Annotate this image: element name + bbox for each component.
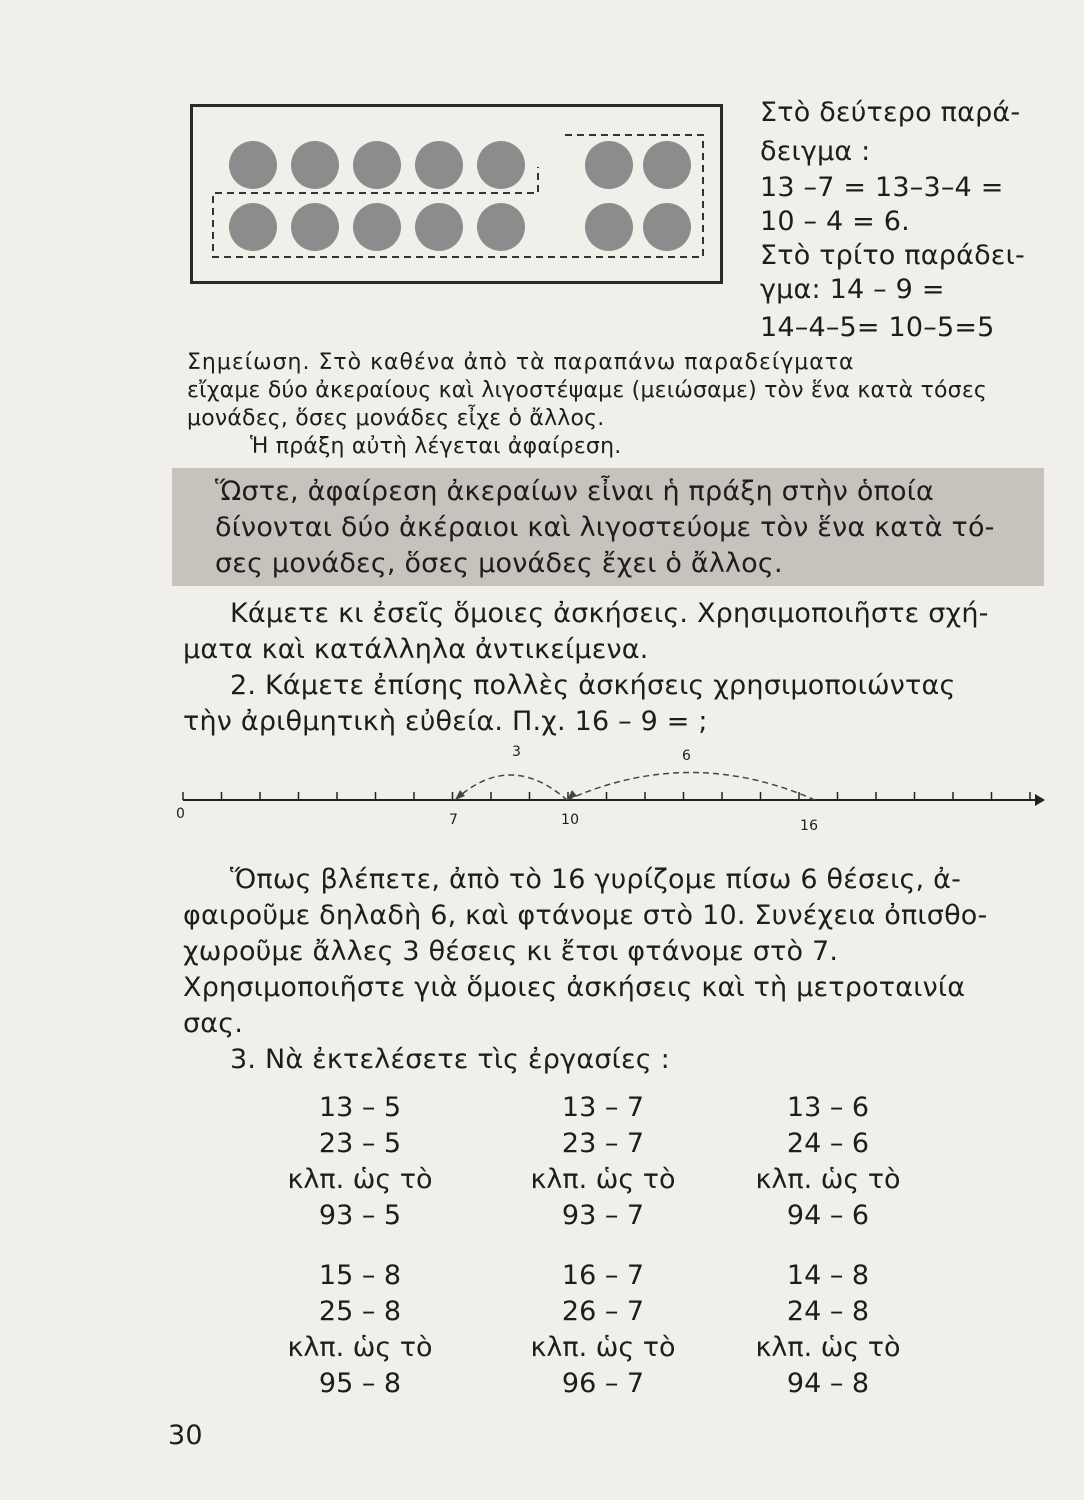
dot	[643, 141, 691, 189]
number-line	[175, 740, 1045, 840]
explanation-line: Χρησιμοποιῆστε γιὰ ὅμοιες ἀσκήσεις καὶ τὴ μετροταινία	[183, 972, 966, 1003]
exercise-item: κλπ. ὡς τὸ	[755, 1164, 901, 1195]
explanation-line: Ὅπως βλέπετε, ἀπὸ τὸ 16 γυρίζομε πίσω 6 θέσεις, ἀ-	[230, 864, 962, 895]
exercise-item: 93 – 5	[318, 1200, 402, 1231]
number-line-label: 7	[449, 812, 459, 828]
exercise-column-3	[718, 1090, 938, 1402]
dot	[477, 141, 525, 189]
number-line-label: 6	[682, 748, 692, 764]
exercise-item: 23 – 7	[561, 1128, 645, 1159]
side-text-line: Στὸ τρίτο παράδει-	[760, 240, 1025, 271]
number-line-label: 16	[800, 818, 819, 834]
dashed-groups	[193, 107, 720, 281]
exercise-item: 95 – 8	[318, 1368, 402, 1399]
dots-illustration	[190, 104, 723, 284]
side-text-line: δειγμα :	[760, 136, 871, 167]
exercise-column-2	[493, 1090, 713, 1402]
dot	[291, 203, 339, 251]
number-line-label: 3	[512, 744, 522, 760]
exercise-item: 93 – 7	[561, 1200, 645, 1231]
dot	[229, 141, 277, 189]
explanation-line: σας.	[183, 1008, 244, 1039]
dot	[229, 203, 277, 251]
number-line-label: 0	[176, 806, 186, 822]
side-text-line: Στὸ δεύτερο παρά-	[760, 97, 1021, 128]
exercise-item: 14 – 8	[786, 1260, 870, 1291]
exercise-line: τὴν ἀριθμητικὴ εὐθεία. Π.χ. 16 – 9 = ;	[183, 706, 708, 737]
note-line: Ἡ πράξη αὐτὴ λέγεται ἀφαίρεση.	[250, 434, 622, 459]
exercise-item: 13 – 5	[318, 1092, 402, 1123]
exercise-item: 96 – 7	[561, 1368, 645, 1399]
number-line-label: 10	[561, 812, 580, 828]
note-line: Σημείωση. Στὸ καθένα ἀπὸ τὰ παραπάνω παραδείγματα	[187, 350, 855, 375]
exercise-item: 13 – 6	[786, 1092, 870, 1123]
exercise-item: 15 – 8	[318, 1260, 402, 1291]
exercise-item: κλπ. ὡς τὸ	[287, 1332, 433, 1363]
exercise-item: 23 – 5	[318, 1128, 402, 1159]
explanation-line: φαιροῦμε δηλαδὴ 6, καὶ φτάνομε στὸ 10. Συνέχεια ὀπισθο-	[183, 900, 988, 931]
exercise-item: 25 – 8	[318, 1296, 402, 1327]
dot	[585, 141, 633, 189]
exercise-item: κλπ. ὡς τὸ	[287, 1164, 433, 1195]
note-line: εἴχαμε δύο ἀκεραίους καὶ λιγοστέψαμε (μειώσαμε) τὸν ἕνα κατὰ τόσες	[187, 378, 988, 403]
side-text-line: γμα: 14 – 9 =	[760, 274, 945, 305]
definition-line: δίνονται δύο ἀκέραιοι καὶ λιγοστεύομε τὸν ἕνα κατὰ τό-	[215, 512, 995, 543]
exercise-item: 24 – 8	[786, 1296, 870, 1327]
dot	[585, 203, 633, 251]
dot	[353, 203, 401, 251]
side-text-line: 10 – 4 = 6.	[760, 206, 910, 237]
dot	[415, 141, 463, 189]
dot	[477, 203, 525, 251]
exercise-item: 94 – 6	[786, 1200, 870, 1231]
exercise-item: κλπ. ὡς τὸ	[755, 1332, 901, 1363]
exercise-item: 26 – 7	[561, 1296, 645, 1327]
dot	[353, 141, 401, 189]
exercise-line: 2. Κάμετε ἐπίσης πολλὲς ἀσκήσεις χρησιμοποιώντας	[230, 670, 956, 701]
explanation-line: χωροῦμε ἄλλες 3 θέσεις κι ἔτσι φτάνομε στὸ 7.	[183, 936, 839, 967]
dot	[415, 203, 463, 251]
definition-line: Ὥστε, ἀφαίρεση ἀκεραίων εἶναι ἡ πράξη στὴν ὁποία	[215, 476, 935, 507]
page-number: 30	[168, 1420, 203, 1451]
side-text-line: 13 –7 = 13–3–4 =	[760, 172, 1004, 203]
exercise-item: 94 – 8	[786, 1368, 870, 1399]
exercise-line: Κάμετε κι ἐσεῖς ὅμοιες ἀσκήσεις. Χρησιμοποιῆστε σχή-	[230, 598, 989, 629]
exercise-item: 16 – 7	[561, 1260, 645, 1291]
exercise-item: 24 – 6	[786, 1128, 870, 1159]
side-text-line: 14–4–5= 10–5=5	[760, 312, 995, 343]
dot	[643, 203, 691, 251]
note-line: μονάδες, ὅσες μονάδες εἶχε ὁ ἄλλος.	[187, 406, 605, 431]
exercise-column-1	[250, 1090, 470, 1402]
dot	[291, 141, 339, 189]
exercise-line: ματα καὶ κατάλληλα ἀντικείμενα.	[183, 634, 649, 665]
task-title: 3. Νὰ ἐκτελέσετε τὶς ἐργασίες :	[230, 1044, 670, 1075]
exercise-item: κλπ. ὡς τὸ	[530, 1332, 676, 1363]
exercise-item: κλπ. ὡς τὸ	[530, 1164, 676, 1195]
definition-line: σες μονάδες, ὅσες μονάδες ἔχει ὁ ἄλλος.	[215, 548, 783, 579]
exercise-item: 13 – 7	[561, 1092, 645, 1123]
